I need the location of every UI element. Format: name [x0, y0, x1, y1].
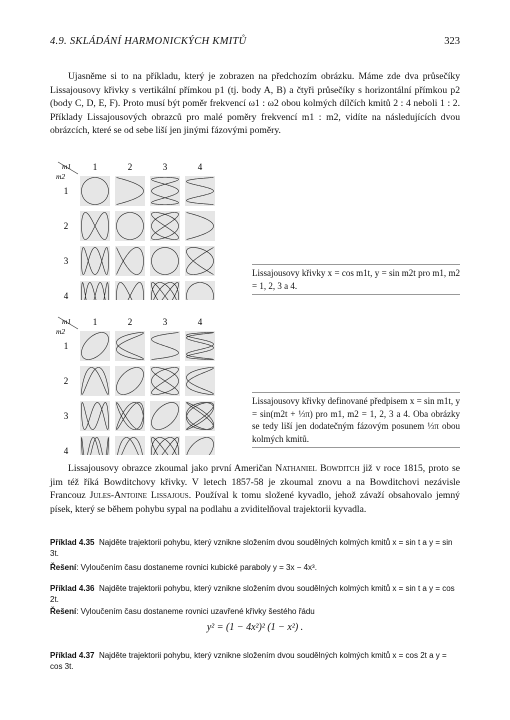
name-lissajous: Jules-Antoine Lissajous [89, 490, 189, 502]
history-text-2: již v roce 1815, proto se jim též říká Bowditchovy křivky. V letech 1857-58 je zkoumal znovu a na Bowditchovi nezávisle Francouz [50, 463, 460, 502]
name-bowditch: Nathaniel Bowditch [275, 463, 360, 474]
cell-background [185, 281, 215, 300]
axis-m1-label: m1 [62, 162, 72, 171]
solution-text: : Vyloučením času dostaneme rovnici uzavřené křivky šestého řádu [76, 607, 315, 616]
cell-background [115, 436, 145, 455]
page-number: 323 [444, 36, 460, 47]
cell-background [115, 281, 145, 300]
axis-m2-label: m2 [56, 172, 66, 181]
example-text: Najděte trajektorii pohybu, který vznikne složením dvou soudělných kolmých kmitů x = cos 2t a y = cos 3t. [50, 651, 447, 671]
cell-background [80, 331, 110, 361]
solution-label: Řešení [50, 563, 77, 572]
history-text-3: . Používal k tomu složené kyvadlo, jehož závaží obsahovalo jemný písek, který se během pohybu sypal na podlahu a zviditelňoval trajektorii kyvadla. [50, 490, 460, 515]
example-label: Příklad 4.35 [50, 538, 95, 547]
cell-background [150, 401, 180, 431]
equation-sextic: y² = (1 − 4x²)² (1 − x²) . [206, 622, 304, 633]
column-header: 2 [127, 162, 133, 172]
axis-m2-label: m2 [56, 327, 66, 336]
column-header: 4 [197, 162, 203, 172]
solution-text: : Vyloučením času dostaneme rovnici kubické paraboly y = 3x − 4x³. [76, 563, 317, 572]
solution-4-35 [50, 562, 460, 573]
row-header: 2 [63, 221, 69, 231]
column-header: 1 [92, 162, 98, 172]
intro-paragraph: Ujasněme si to na příkladu, který je zobrazen na předchozím obrázku. Máme zde dva průsečíky Lissajousovy křivky s vertikální přímkou p1 (tj. body A, B) a čtyři průsečíky s horizontální přímkou p2 (body C, D, E, F). Proto musí být poměr frekvencí ω1 : ω2 obou kolmých dílčích kmitů 2 : 4 neboli 1 : 2. Příklady Lissajousových obrazců pro malé poměry frekvencí m1 : m2, vidíte na následujících dvou obrázcích, které se od sebe liší jen jinými fázovými poměry. [50, 71, 460, 137]
cell-background [185, 366, 215, 396]
row-header: 4 [63, 291, 69, 300]
cell-background [115, 176, 145, 206]
cell-background [115, 401, 145, 431]
cell-background [185, 211, 215, 241]
cell-background [80, 401, 110, 431]
solution-4-36 [50, 606, 460, 617]
cell-background [185, 246, 215, 276]
cell-background [185, 331, 215, 361]
example-text: Najděte trajektorii pohybu, který vznikne složením dvou soudělných kolmých kmitů x = sin t a y = sin 3t. [50, 538, 453, 558]
column-header: 1 [92, 317, 98, 327]
cell-background [185, 176, 215, 206]
row-header: 3 [63, 411, 69, 421]
axis-m1-label: m1 [62, 317, 72, 326]
solution-label: Řešení [50, 607, 77, 616]
section-title: 4.9. SKLÁDÁNÍ HARMONICKÝCH KMITŮ [50, 36, 247, 47]
column-header: 2 [127, 317, 133, 327]
example-label: Příklad 4.36 [50, 584, 95, 593]
example-label: Příklad 4.37 [50, 651, 95, 660]
column-header: 3 [162, 317, 168, 327]
cell-background [115, 211, 145, 241]
cell-background [115, 246, 145, 276]
figure-1-caption: Lissajousovy křivky x = cos m1t, y = sin m2t pro m1, m2 = 1, 2, 3 a 4. [252, 264, 460, 295]
example-4-37 [50, 650, 460, 672]
row-header: 4 [63, 446, 69, 455]
row-header: 3 [63, 256, 69, 266]
cell-background [115, 366, 145, 396]
column-header: 4 [197, 317, 203, 327]
cell-background [80, 366, 110, 396]
running-header [50, 36, 460, 50]
cell-background [185, 436, 215, 455]
lissajous-figure-2 [56, 315, 241, 455]
figure-2-caption: Lissajousovy křivky definované předpisem x = sin m1t, y = sin(m2t + ⅓π) pro m1, m2 = 1, 2, 3 a 4. Oba obrázky se tedy liší jen dodatečným fázovým posunem ⅓π obou kolmých kmitů. [252, 392, 460, 448]
column-header: 3 [162, 162, 168, 172]
history-text-1: Lissajousovy obrazce zkoumal jako první Američan [68, 463, 276, 474]
cell-background [150, 246, 180, 276]
example-text: Najděte trajektorii pohybu, který vznikne složením dvou soudělných kolmých kmitů x = sin t a y = cos 2t. [50, 584, 455, 604]
cell-background [150, 176, 180, 206]
lissajous-figure-1 [56, 160, 241, 300]
example-4-36 [50, 583, 460, 605]
cell-background [80, 246, 110, 276]
row-header: 2 [63, 376, 69, 386]
example-4-35 [50, 537, 460, 559]
cell-background [115, 331, 145, 361]
history-paragraph [50, 462, 460, 516]
row-header: 1 [63, 186, 69, 196]
cell-background [80, 176, 110, 206]
row-header: 1 [63, 341, 69, 351]
